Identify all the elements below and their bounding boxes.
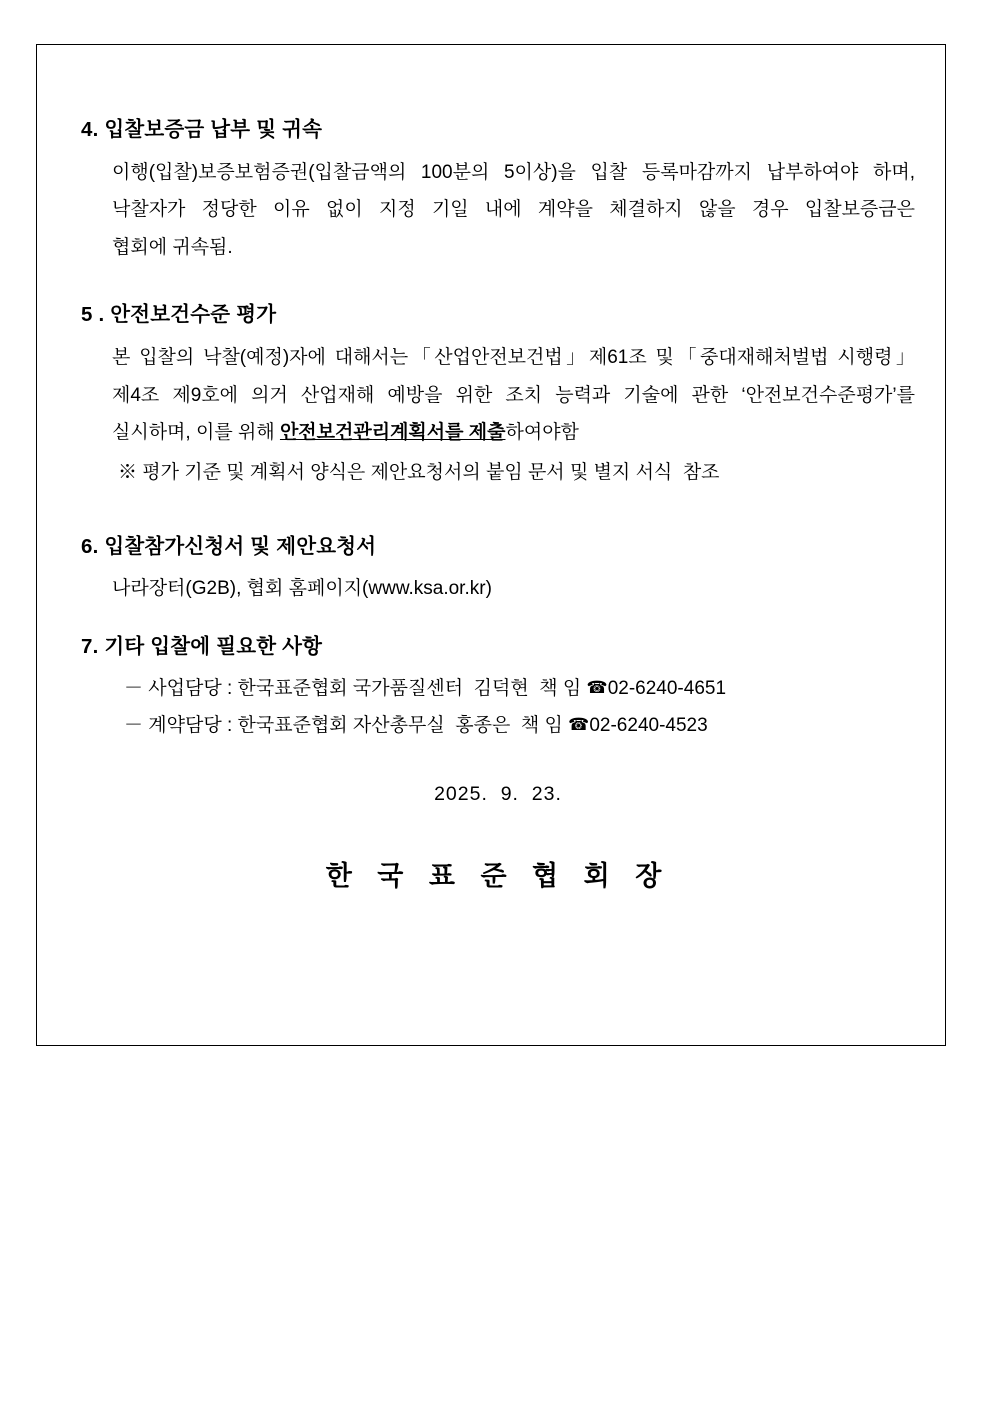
section-5-heading: 5 . 안전보건수준 평가: [81, 303, 277, 327]
section-5-line-2: 제4조 제9호에 의거 산업재해 예방을 위한 조치 능력과 기술에 관한 ‘안전보건수준평가’를: [112, 384, 915, 406]
issue-date: 2025. 9. 23.: [434, 782, 562, 805]
section-7-heading: 7. 기타 입찰에 필요한 사항: [81, 634, 323, 658]
phone-icon: ☎: [586, 678, 608, 699]
section-6-line-1: 나라장터(G2B), 협회 홈페이지(www.ksa.or.kr): [112, 578, 492, 600]
section-5: [81, 302, 915, 491]
section-5-line-3: [112, 414, 915, 452]
section-5-emphasis: 안전보건관리계획서를 제출: [279, 422, 506, 444]
document-body: [81, 117, 915, 893]
section-4-line-3: 협회에 귀속됨.: [112, 236, 233, 258]
section-6: [81, 534, 915, 608]
section-6-heading: 6. 입찰참가신청서 및 제안요청서: [81, 534, 377, 558]
document-frame: [36, 44, 946, 1046]
section-7-body: [81, 670, 915, 744]
section-4-heading: 4. 입찰보증금 납부 및 귀속: [81, 118, 323, 141]
contact-business-phone: 02-6240-4651: [607, 678, 727, 700]
spacer-after-section-5: [81, 498, 915, 534]
phone-icon: ☎: [568, 715, 590, 736]
contact-item-contract: [112, 707, 915, 744]
spacer-after-section-6: [81, 614, 915, 634]
contact-contract-phone: 02-6240-4523: [589, 715, 708, 737]
section-5-body: [81, 339, 915, 491]
section-4-body: [81, 154, 915, 267]
section-4-line-1: 이행(입찰)보증보험증권(입찰금액의 100분의 5이상)을 입찰 등록마감까지 납부하여야 하며,: [112, 161, 915, 183]
section-5-note: ※ 평가 기준 및 계획서 양식은 제안요청서의 붙임 문서 및 별지 서식 참조: [118, 461, 720, 483]
issuing-organization: 한 국 표 준 협 회 장: [325, 860, 671, 891]
section-5-line-3-prefix: 실시하며, 이를 위해: [112, 422, 280, 444]
section-5-line-1: 본 입찰의 낙찰(예정)자에 대해서는「산업안전보건법」제61조 및「중대재해처벌법 시행령」: [112, 347, 915, 369]
contact-item-business: [112, 670, 915, 707]
contact-business-label: － 사업담당 : 한국표준협회 국가품질센터 김덕현 책 임: [124, 678, 587, 700]
section-7: [81, 634, 915, 745]
section-4-line-2: 낙찰자가 정당한 이유 없이 지정 기일 내에 계약을 체결하지 않을 경우 입찰보증금은: [112, 199, 915, 221]
spacer-after-section-4: [81, 272, 915, 302]
contact-contract-label: － 계약담당 : 한국표준협회 자산총무실 홍종은 책 임: [124, 715, 569, 737]
section-5-line-3-tail: 하여야함: [505, 422, 579, 444]
section-6-body: [81, 570, 915, 608]
section-4: [81, 117, 915, 266]
